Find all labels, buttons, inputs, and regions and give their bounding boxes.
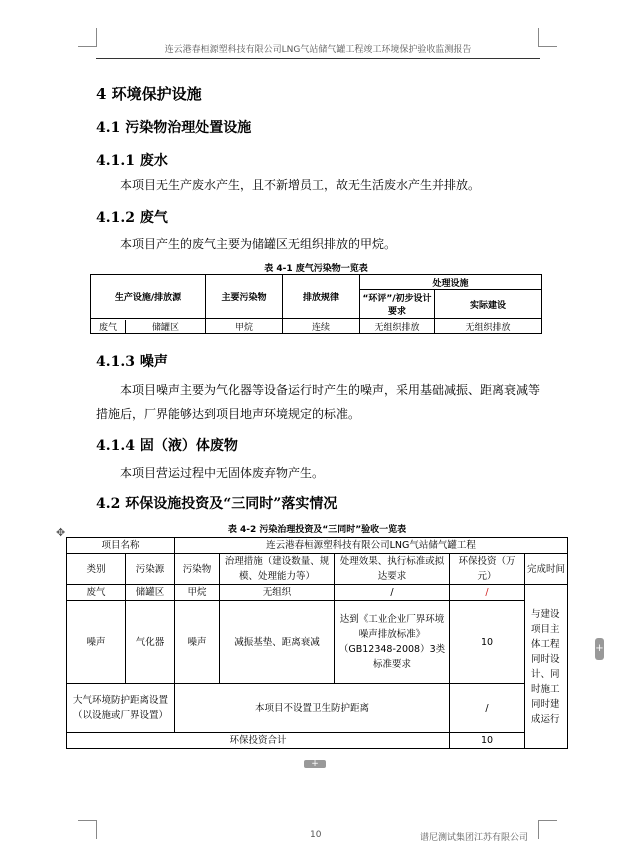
table-cell: 连云港春桓源塑科技有限公司LNG气站储气罐工程: [175, 538, 568, 554]
table-cell: 项目名称: [67, 538, 175, 554]
table-row: [67, 601, 568, 684]
table-cell: /: [450, 585, 525, 601]
table-cell: 10: [450, 733, 525, 749]
table-row: [67, 585, 568, 601]
table-cell: 本项目不设置卫生防护距离: [175, 684, 450, 733]
table-cell: 减振基垫、距离衰减: [220, 601, 335, 684]
paragraph-wastewater[interactable]: 本项目无生产废水产生，且不新增员工，故无生活废水产生并排放。: [120, 178, 481, 192]
paragraph-solid-waste[interactable]: 本项目营运过程中无固体废弃物产生。: [120, 466, 325, 480]
table-cell: 环保投资合计: [67, 733, 450, 749]
table-cell: 甲烷: [206, 319, 283, 334]
table-cell: 噪声: [67, 601, 126, 684]
table-cell: 达到《工业企业厂界环境噪声排放标准》（GB12348-2008）3类标准要求: [335, 601, 450, 684]
table-header: 污染物: [175, 554, 220, 585]
heading-4[interactable]: 4 环境保护设施: [96, 85, 202, 103]
heading-4-1-3[interactable]: 4.1.3 噪声: [96, 354, 168, 370]
table-1-caption: 表 4-1 废气污染物一览表: [264, 264, 368, 274]
table-header: 实际建设: [435, 290, 542, 319]
table-cell: 噪声: [175, 601, 220, 684]
exhaust-pollutant-table[interactable]: [90, 274, 542, 334]
add-row-icon[interactable]: +: [304, 760, 326, 768]
paragraph-exhaust[interactable]: 本项目产生的废气主要为储罐区无组织排放的甲烷。: [120, 237, 397, 251]
heading-4-1-4[interactable]: 4.1.4 固（液）体废物: [96, 438, 238, 454]
table-header: 污染源: [126, 554, 175, 585]
page-number: 10: [310, 830, 322, 840]
heading-4-2[interactable]: 4.2 环保设施投资及“三同时”落实情况: [96, 496, 338, 512]
table-cell: [91, 319, 206, 334]
table-cell: 10: [450, 601, 525, 684]
table-cell: 储罐区: [126, 585, 175, 601]
paragraph-noise[interactable]: 本项目噪声主要为气化器等设备运行时产生的噪声，采用基础减振、距离衰减等措施后，厂界能够达到项目地声环境规定的标准。: [96, 383, 541, 421]
table-cell: 储罐区: [151, 322, 179, 333]
investment-acceptance-table[interactable]: [66, 537, 568, 749]
completion-time-cell: 与建设项目主体工程同时设计、同时施工同时建成运行: [525, 585, 568, 749]
table-cell: /: [335, 585, 450, 601]
table-header: 类别: [67, 554, 126, 585]
table-cell: 无组织排放: [435, 319, 542, 334]
table-header: 排放规律: [283, 275, 360, 319]
heading-4-1[interactable]: 4.1 污染物治理处置设施: [96, 120, 252, 136]
table-header: 主要污染物: [206, 275, 283, 319]
table-move-handle-icon[interactable]: ✥: [56, 526, 66, 539]
table-header: 生产设施/排放源: [91, 275, 206, 319]
page-corner-mark: [78, 820, 97, 839]
table-cell: 连续: [283, 319, 360, 334]
table-cell: 大气环境防护距离设置（以设施或厂界设置）: [67, 684, 175, 733]
table-header: 处理设施: [360, 275, 542, 290]
table-cell: 废气: [91, 320, 126, 333]
table-header: “环评”/初步设计要求: [360, 290, 435, 319]
table-cell: 无组织: [220, 585, 335, 601]
heading-4-1-1[interactable]: 4.1.1 废水: [96, 153, 168, 169]
page-corner-mark: [538, 28, 557, 47]
table-header: 完成时间: [525, 554, 568, 585]
add-column-icon[interactable]: +: [595, 638, 604, 660]
table-header: 治理措施（建设数量、规模、处理能力等）: [220, 554, 335, 585]
table-row: [67, 684, 568, 733]
table-2-caption: 表 4-2 污染治理投资及“三同时”验收一览表: [227, 525, 407, 535]
table-row: [91, 319, 542, 334]
table-cell: /: [450, 684, 525, 733]
table-header: 处理效果、执行标准或拟达要求: [335, 554, 450, 585]
page-header: 连云港春桓源塑科技有限公司LNG气站储气罐工程竣工环境保护验收监测报告: [96, 42, 540, 59]
page-corner-mark: [78, 28, 97, 47]
table-cell: 甲烷: [175, 585, 220, 601]
table-row: [67, 733, 568, 749]
table-cell: 无组织排放: [360, 319, 435, 334]
table-cell: 气化器: [126, 601, 175, 684]
page-corner-mark: [538, 820, 557, 839]
footer-company: 谱尼测试集团江苏有限公司: [420, 833, 529, 843]
table-header: 环保投资（万元）: [450, 554, 525, 585]
heading-4-1-2[interactable]: 4.1.2 废气: [96, 210, 168, 226]
table-cell: 废气: [67, 585, 126, 601]
